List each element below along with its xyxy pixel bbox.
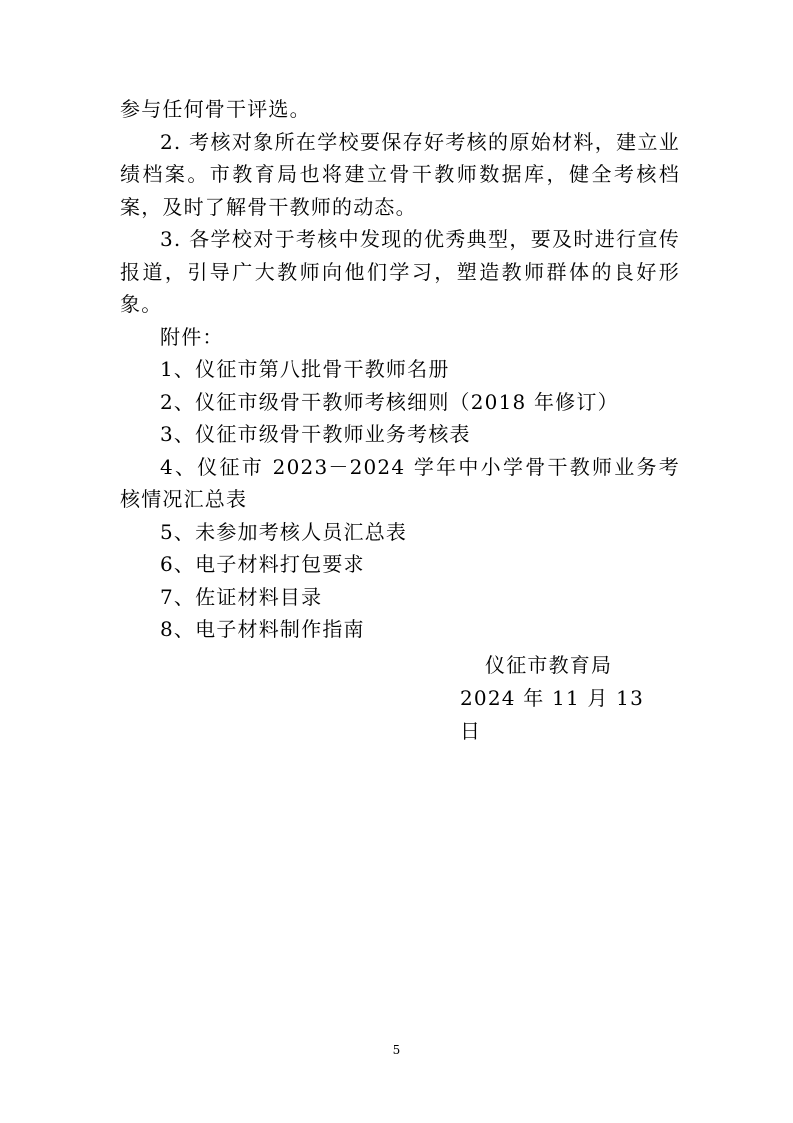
document-body: [120, 93, 680, 646]
signature-block: [452, 649, 652, 748]
attachment-item-6: 6、电子材料打包要求: [160, 552, 365, 576]
paragraph-item-2: 2. 考核对象所在学校要保存好考核的原始材料，建立业绩档案。市教育局也将建立骨干教师数据库，健全考核档案，及时了解骨干教师的动态。: [120, 129, 680, 219]
attachment-item-1: 1、仪征市第八批骨干教师名册: [160, 357, 450, 381]
paragraph-continuation: 参与任何骨干评选。: [120, 97, 311, 121]
attachment-item-2: 2、仪征市级骨干教师考核细则（2018 年修订）: [160, 389, 619, 414]
attachments-list: [120, 353, 680, 646]
page-number: 5: [392, 1043, 401, 1057]
signature-organization: 仪征市教育局: [485, 653, 613, 677]
signature-date: 2024 年 11 月 13 日: [460, 686, 645, 743]
attachments-heading: 附件：: [160, 324, 224, 349]
paragraph-item-3: 3. 各学校对于考核中发现的优秀典型，要及时进行宣传报道，引导广大教师向他们学习，塑造教师群体的良好形象。: [120, 227, 680, 316]
attachment-item-7: 7、佐证材料目录: [160, 584, 323, 609]
attachment-item-3: 3、仪征市级骨干教师业务考核表: [160, 422, 471, 446]
attachment-item-8: 8、电子材料制作指南: [160, 617, 365, 641]
attachment-item-5: 5、未参加考核人员汇总表: [160, 519, 408, 544]
attachment-item-4: 4、仪征市 2023－2024 学年中小学骨干教师业务考核情况汇总表: [120, 454, 680, 511]
